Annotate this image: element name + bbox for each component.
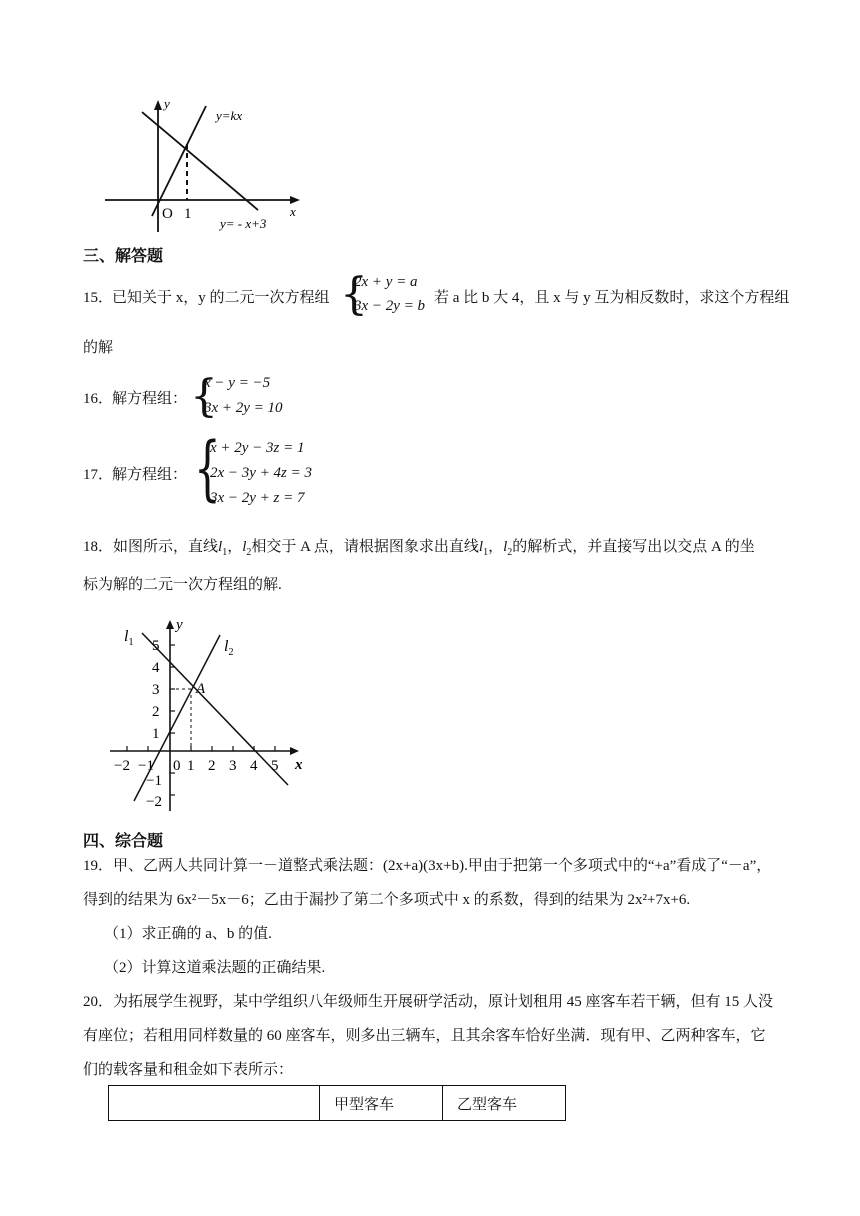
q16-brace: { [190,371,218,422]
q18-sep-b: ， [488,539,504,555]
q17-eq1: x + 2y − 3z = 1 [210,440,305,456]
q15-tail: 若 a 比 b 大 4，且 x 与 y 互为相反数时，求这个方程组 [434,290,790,306]
q18-l2-b-sub: 2 [507,547,513,558]
x-axis-label: x [295,757,303,773]
section-heading-4: 四、综合题 [83,833,164,850]
label-y-neg-x-plus-3: y= - x+3 [220,216,267,231]
figure-l1-l2-graph [100,615,315,815]
x-axis-arrow [290,747,299,755]
q15-number: 15． [83,290,114,306]
y-tick-label: −1 [146,773,162,789]
q16-eq2: 3x + 2y = 10 [204,400,283,416]
x-tick-label: −1 [138,758,154,774]
q18-l1-sub: 1 [222,547,228,558]
y-tick-label: 5 [152,638,160,654]
x-axis-arrow [290,196,300,204]
q18-l2-sub: 2 [246,547,252,558]
q17-number: 17． [83,467,114,483]
q20-line3: 们的载客量和租金如下表所示： [83,1062,294,1078]
x-tick-label: 5 [271,758,279,774]
x-axis-label: x [290,204,296,219]
x-tick-label: 1 [187,758,195,774]
q19-line2: 得到的结果为 6x²－5x－6；乙由于漏抄了第二个多项式中 x 的系数，得到的结果为 2x²+7x+6. [83,892,691,908]
y-tick-label: 2 [152,704,160,720]
x-tick-label: 3 [229,758,237,774]
y-tick-label: 4 [152,660,160,676]
q17-eq2: 2x − 3y + 4z = 3 [210,465,313,481]
q18-l1-b: l [478,539,484,555]
q16-eq1: x − y = −5 [204,375,271,391]
q15-eq2: 3x − 2y = b [354,298,426,314]
y-axis-arrow [166,620,174,629]
table-header-cell: 甲型客车 [320,1086,443,1121]
q20-line1 [83,992,773,1012]
table-header-cell [109,1086,320,1121]
q18-sep: ， [227,539,243,555]
section-heading-3: 三、解答题 [83,248,164,265]
q20-line1-text: 为拓展学生视野，某中学组织八年级师生开展研学活动，原计划租用 45 座客车若干辆，但有 15 人没 [113,994,774,1010]
tick-1-label: 1 [184,206,192,222]
q18-l1-b-sub: 1 [483,547,489,558]
y-axis-label: y [176,617,183,633]
q18-line1-b: 相交于 A 点，请根据图象求出直线 [251,539,479,555]
x-tick-label: −2 [114,758,130,774]
q18-number: 18． [83,539,114,555]
q15-tail2: 的解 [83,340,114,356]
q18-l2-b: l [503,539,508,555]
y-axis-label: y [164,96,170,111]
bus-table [108,1085,566,1121]
line-y-neg-x-plus-3 [142,112,258,210]
q19-sub2: （2）计算这道乘法题的正确结果. [104,960,326,976]
l1-label: $l_1$ [124,628,134,648]
x-tick-label: 4 [250,758,258,774]
q19-sub1: （1）求正确的 a、b 的值. [104,926,272,942]
q15-eq1: 2x + y = a [354,274,418,290]
y-tick-label: 3 [152,682,160,698]
y-tick-label: 1 [152,726,160,742]
q19-line1 [83,856,771,876]
x-tick-label: 2 [208,758,216,774]
q18-line1 [83,537,755,563]
origin-label: O [162,206,173,222]
q17-eq3: 3x − 2y + z = 7 [210,490,305,506]
q18-l1: l [218,539,223,555]
table-row [109,1086,566,1121]
q15-brace: { [340,269,368,320]
y-tick-label: −2 [146,794,162,810]
figure-kx-graph [100,92,310,240]
q19-number: 19． [83,858,114,874]
l2-label: $l_2$ [224,638,234,658]
q18-line1-a: 如图所示，直线 [113,539,219,555]
q20-line2: 有座位；若租用同样数量的 60 座客车，则多出三辆车，且其余客车恰好坐满．现有甲、乙两种客车，它 [83,1028,766,1044]
q16-lead: 解方程组： [112,391,188,407]
q16-number: 16． [83,391,114,407]
y-axis-arrow [154,100,162,110]
point-a-label: A [196,681,206,697]
q17-brace: { [194,427,221,509]
q18-l2: l [242,539,247,555]
q15-lead: 已知关于 x，y 的二元一次方程组 [112,290,330,306]
table-header-cell: 乙型客车 [443,1086,566,1121]
q18-line1-c: 的解析式，并直接写出以交点 A 的坐 [512,539,755,555]
q17-lead: 解方程组： [112,467,188,483]
origin-label: 0 [173,758,181,774]
label-y-kx: y=kx [216,108,243,123]
q20-number: 20． [83,994,114,1010]
q18-line2: 标为解的二元一次方程组的解. [83,577,282,593]
q19-line1-text: 甲、乙两人共同计算一－道整式乘法题：(2x+a)(3x+b).甲由于把第一个多项式中的“+a”看成了“－a”， [113,858,772,874]
